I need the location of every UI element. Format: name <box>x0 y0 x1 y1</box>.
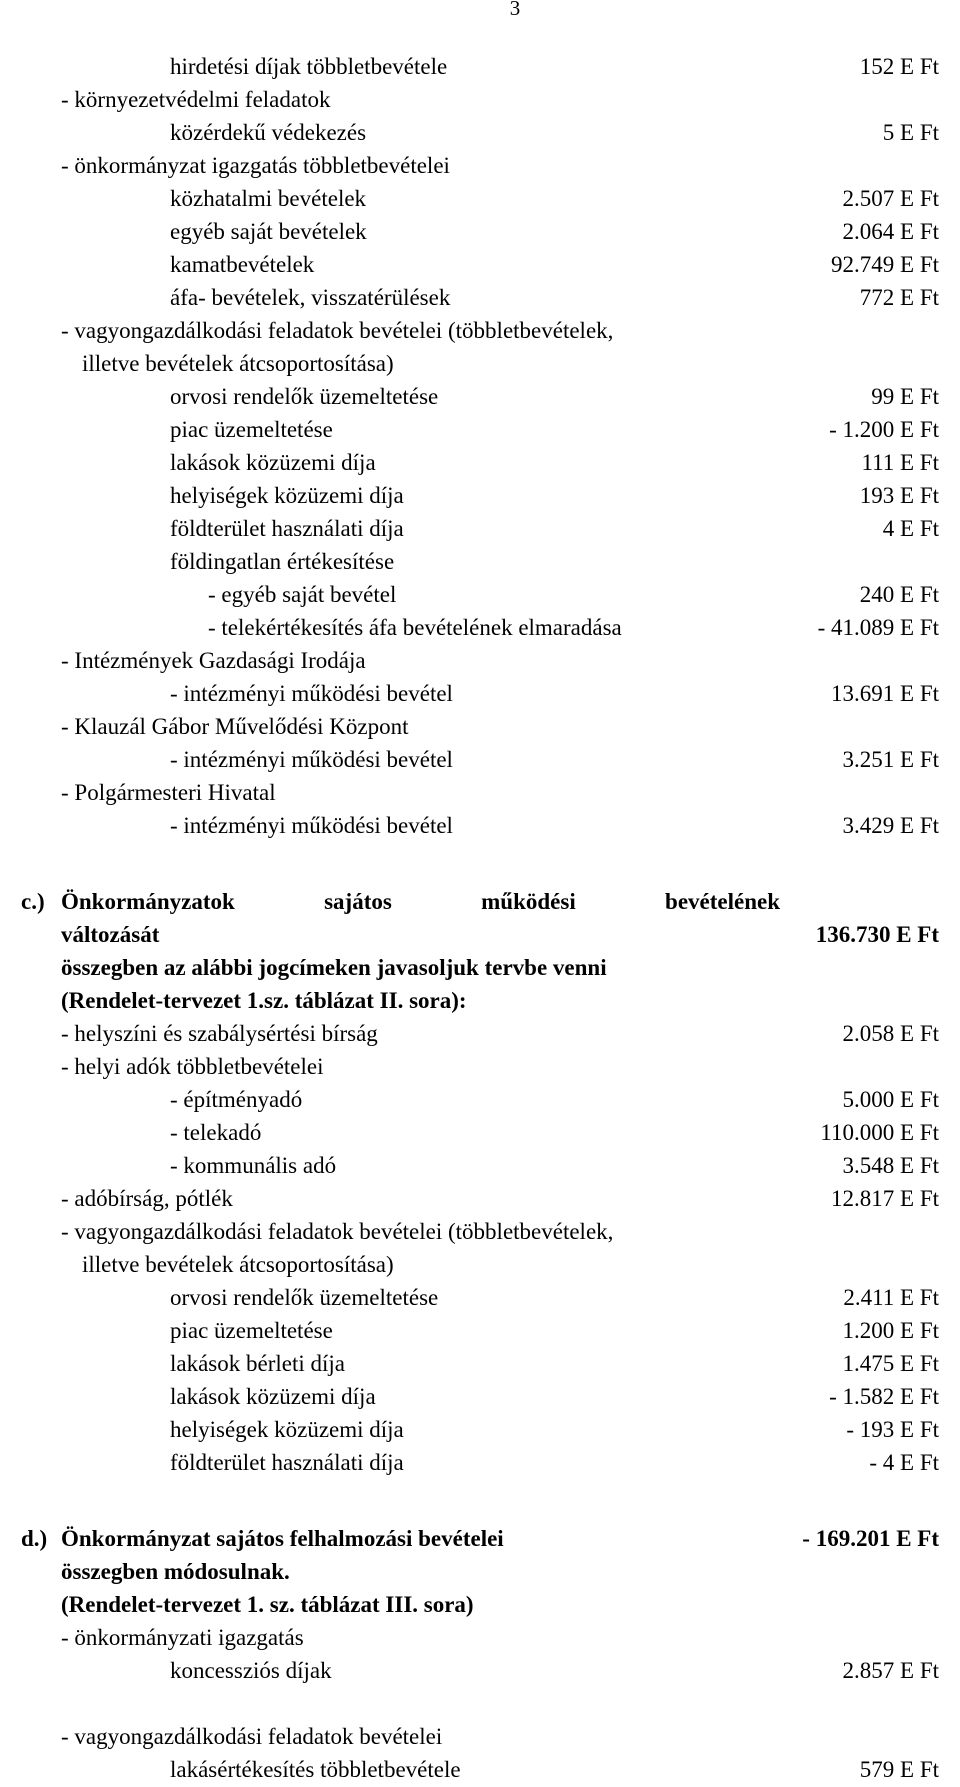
item-amount: 3.251 E Ft <box>842 747 939 772</box>
item-label: áfa- bevételek, visszatérülések <box>170 285 451 310</box>
list-item <box>0 1380 960 1413</box>
item-amount: 3.548 E Ft <box>842 1153 939 1178</box>
list-item <box>0 1621 960 1654</box>
list-item <box>0 776 960 809</box>
list-item <box>0 1083 960 1116</box>
section-heading-text: változását <box>61 922 160 947</box>
item-amount: 2.857 E Ft <box>842 1658 939 1683</box>
list-item <box>0 1248 960 1281</box>
item-label: - telekadó <box>170 1120 262 1145</box>
item-label: - építményadó <box>170 1087 303 1112</box>
item-amount: 2.507 E Ft <box>842 186 939 211</box>
list-item <box>0 1050 960 1083</box>
item-label: orvosi rendelők üzemeltetése <box>170 384 439 409</box>
item-amount: 240 E Ft <box>859 582 939 607</box>
item-label: - egyéb saját bevétel <box>208 582 397 607</box>
item-label: kamatbevételek <box>170 252 315 277</box>
section-heading-text: (Rendelet-tervezet 1.sz. táblázat II. sora): <box>61 988 467 1013</box>
list-item <box>0 446 960 479</box>
item-label: - Klauzál Gábor Művelődési Központ <box>61 714 409 739</box>
list-item <box>0 149 960 182</box>
item-amount: - 1.200 E Ft <box>829 417 939 442</box>
item-amount: 2.058 E Ft <box>842 1021 939 1046</box>
item-label: - önkormányzati igazgatás <box>61 1625 304 1650</box>
item-amount: - 193 E Ft <box>846 1417 939 1442</box>
section-heading-text: Önkormányzat sajátos felhalmozási bevételei <box>61 1526 504 1551</box>
item-amount: 111 E Ft <box>861 450 939 475</box>
item-amount: 99 E Ft <box>871 384 939 409</box>
section-heading-text: összegben az alábbi jogcímeken javasoljuk tervbe venni <box>61 955 607 980</box>
item-label: - környezetvédelmi feladatok <box>61 87 331 112</box>
section-c-heading <box>0 918 960 951</box>
item-label: - kommunális adó <box>170 1153 337 1178</box>
list-item <box>0 1116 960 1149</box>
list-item <box>0 1720 960 1753</box>
item-amount: 13.691 E Ft <box>831 681 939 706</box>
item-label: közérdekű védekezés <box>170 120 367 145</box>
item-label: egyéb saját bevételek <box>170 219 367 244</box>
page-number: 3 <box>509 0 521 20</box>
item-label: földterület használati díja <box>170 516 404 541</box>
list-item <box>0 512 960 545</box>
item-amount: 12.817 E Ft <box>831 1186 939 1211</box>
list-item <box>0 380 960 413</box>
item-label: helyiségek közüzemi díja <box>170 1417 404 1442</box>
list-item <box>0 578 960 611</box>
item-amount: 193 E Ft <box>859 483 939 508</box>
item-label: - intézményi működési bevétel <box>170 681 453 706</box>
item-amount: 110.000 E Ft <box>820 1120 939 1145</box>
item-label: - Intézmények Gazdasági Irodája <box>61 648 366 673</box>
list-item <box>0 1149 960 1182</box>
item-label: - intézményi működési bevétel <box>170 813 453 838</box>
list-item <box>0 347 960 380</box>
list-item <box>0 809 960 842</box>
item-amount: 5.000 E Ft <box>842 1087 939 1112</box>
section-d-heading <box>0 1522 960 1555</box>
section-heading-text: (Rendelet-tervezet 1. sz. táblázat III. sora) <box>61 1592 474 1617</box>
list-item <box>0 644 960 677</box>
list-item <box>0 1281 960 1314</box>
section-total: - 169.201 E Ft <box>802 1526 939 1551</box>
item-label: - helyi adók többletbevételei <box>61 1054 324 1079</box>
item-amount: 1.200 E Ft <box>842 1318 939 1343</box>
item-label: - telekértékesítés áfa bevételének elmaradása <box>208 615 622 640</box>
item-amount: 3.429 E Ft <box>842 813 939 838</box>
item-label: lakások bérleti díja <box>170 1351 345 1376</box>
item-label: - helyszíni és szabálysértési bírság <box>61 1021 378 1046</box>
section-letter: c.) <box>21 889 45 914</box>
item-label: illetve bevételek átcsoportosítása) <box>82 1252 394 1277</box>
section-c-heading <box>0 984 960 1017</box>
item-amount: 4 E Ft <box>882 516 939 541</box>
item-label: - önkormányzat igazgatás többletbevételei <box>61 153 450 178</box>
item-label: - vagyongazdálkodási feladatok bevételei (többletbevételek, <box>61 1219 614 1244</box>
item-label: orvosi rendelők üzemeltetése <box>170 1285 439 1310</box>
list-item <box>0 545 960 578</box>
item-label: közhatalmi bevételek <box>170 186 367 211</box>
list-item <box>0 611 960 644</box>
item-amount: - 41.089 E Ft <box>817 615 939 640</box>
item-label: hirdetési díjak többletbevétele <box>170 54 448 79</box>
list-item <box>0 1017 960 1050</box>
section-heading-text: összegben módosulnak. <box>61 1559 290 1584</box>
item-amount: - 4 E Ft <box>869 1450 939 1475</box>
item-amount: 2.411 E Ft <box>843 1285 939 1310</box>
item-amount: 92.749 E Ft <box>831 252 939 277</box>
list-item <box>0 710 960 743</box>
item-amount: 772 E Ft <box>859 285 939 310</box>
list-item <box>0 215 960 248</box>
list-item <box>0 1446 960 1479</box>
list-item <box>0 314 960 347</box>
item-amount: 2.064 E Ft <box>842 219 939 244</box>
item-label: lakások közüzemi díja <box>170 1384 376 1409</box>
section-c-heading <box>0 951 960 984</box>
list-item <box>0 50 960 83</box>
item-amount: 579 E Ft <box>859 1757 939 1782</box>
item-label: - Polgármesteri Hivatal <box>61 780 276 805</box>
list-item <box>0 1347 960 1380</box>
item-label: - vagyongazdálkodási feladatok bevételei (többletbevételek, <box>61 318 614 343</box>
list-item <box>0 413 960 446</box>
list-item <box>0 1215 960 1248</box>
section-d-heading <box>0 1555 960 1588</box>
item-amount: 5 E Ft <box>882 120 939 145</box>
list-item <box>0 1654 960 1687</box>
item-label: - adóbírság, pótlék <box>61 1186 233 1211</box>
item-label: helyiségek közüzemi díja <box>170 483 404 508</box>
list-item <box>0 116 960 149</box>
item-label: koncessziós díjak <box>170 1658 332 1683</box>
list-item <box>0 1753 960 1786</box>
item-amount: 1.475 E Ft <box>842 1351 939 1376</box>
list-item <box>0 743 960 776</box>
section-heading-text: Önkormányzatok sajátos működési bevételének <box>61 889 780 914</box>
item-label: - vagyongazdálkodási feladatok bevételei <box>61 1724 443 1749</box>
list-item <box>0 677 960 710</box>
item-label: földterület használati díja <box>170 1450 404 1475</box>
item-label: piac üzemeltetése <box>170 1318 333 1343</box>
item-label: lakásértékesítés többletbevétele <box>170 1757 461 1782</box>
item-label: - intézményi működési bevétel <box>170 747 453 772</box>
list-item <box>0 479 960 512</box>
item-label: illetve bevételek átcsoportosítása) <box>82 351 394 376</box>
list-item <box>0 1182 960 1215</box>
list-item <box>0 281 960 314</box>
item-amount: 152 E Ft <box>859 54 939 79</box>
item-label: piac üzemeltetése <box>170 417 333 442</box>
list-item <box>0 83 960 116</box>
list-item <box>0 1413 960 1446</box>
item-amount: - 1.582 E Ft <box>829 1384 939 1409</box>
item-label: földingatlan értékesítése <box>170 549 395 574</box>
list-item <box>0 182 960 215</box>
section-total: 136.730 E Ft <box>815 922 939 947</box>
list-item <box>0 1314 960 1347</box>
item-label: lakások közüzemi díja <box>170 450 376 475</box>
section-d-heading <box>0 1588 960 1621</box>
section-c-heading <box>0 885 960 918</box>
list-item <box>0 248 960 281</box>
section-letter: d.) <box>21 1526 48 1551</box>
